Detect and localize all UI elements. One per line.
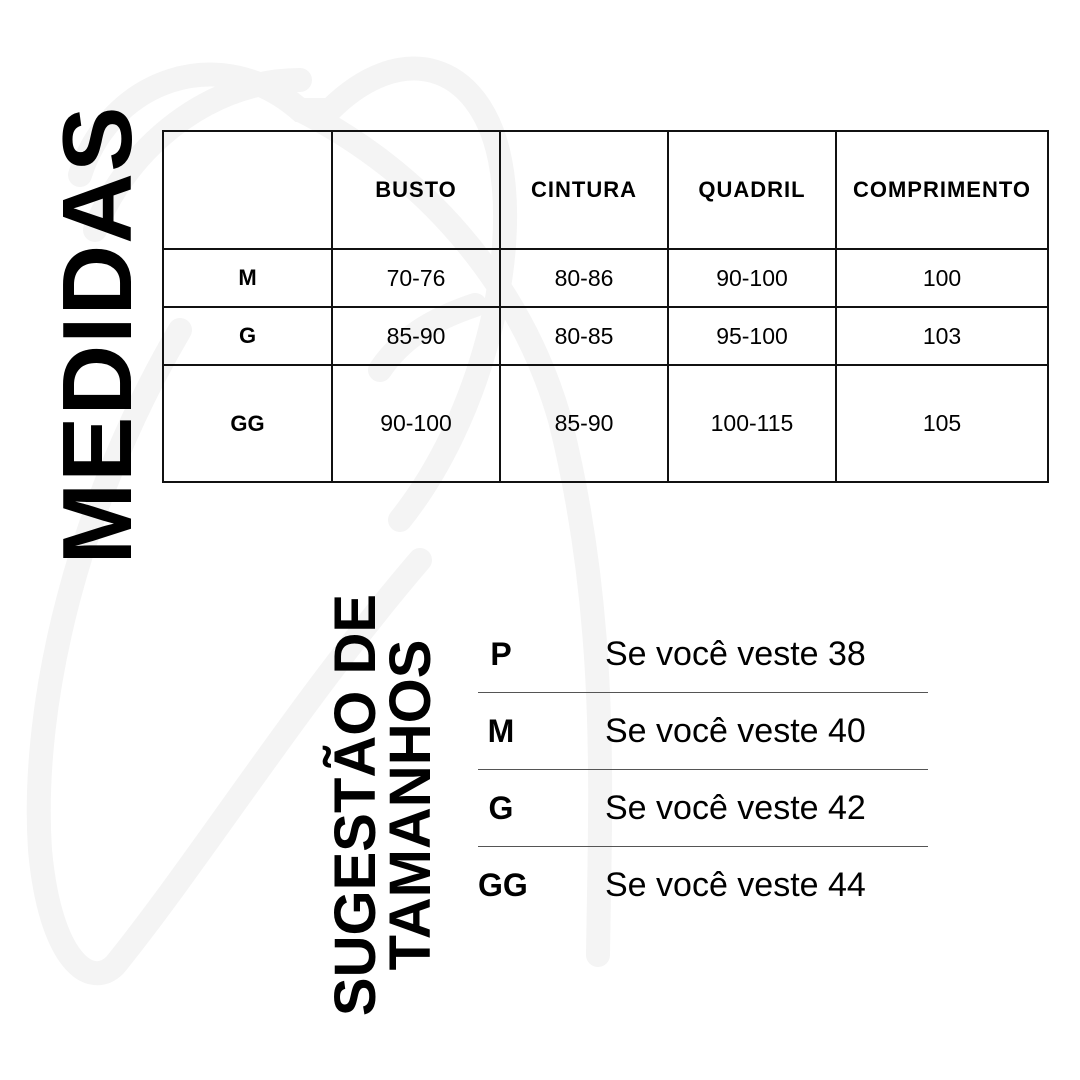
busto-cell: 85-90	[332, 307, 500, 365]
comprimento-cell: 103	[836, 307, 1048, 365]
size-suggestion-title	[323, 593, 443, 1017]
size-cell: G	[163, 307, 332, 365]
suggestion-size: M	[487, 712, 515, 749]
size-cell: GG	[163, 365, 332, 482]
size-cell: M	[163, 249, 332, 307]
cintura-cell: 80-86	[500, 249, 668, 307]
comprimento-cell: 100	[836, 249, 1048, 307]
list-item	[478, 847, 928, 923]
list-item	[478, 770, 928, 847]
header-comprimento: COMPRIMENTO	[836, 131, 1048, 249]
table-header-row	[163, 131, 1048, 249]
suggestion-text: Se você veste 42	[605, 788, 866, 827]
suggestion-text: Se você veste 38	[605, 634, 866, 673]
medidas-title: MEDIDAS	[42, 105, 152, 565]
header-quadril: QUADRIL	[668, 131, 836, 249]
cintura-cell: 85-90	[500, 365, 668, 482]
table-row	[163, 365, 1048, 482]
quadril-cell: 90-100	[668, 249, 836, 307]
busto-cell: 70-76	[332, 249, 500, 307]
header-cintura: CINTURA	[500, 131, 668, 249]
table-row	[163, 249, 1048, 307]
cintura-cell: 80-85	[500, 307, 668, 365]
table-row	[163, 307, 1048, 365]
busto-cell: 90-100	[332, 365, 500, 482]
title-line-2: TAMANHOS	[378, 639, 443, 971]
suggestion-size: G	[488, 789, 514, 826]
list-item	[478, 693, 928, 770]
quadril-cell: 95-100	[668, 307, 836, 365]
suggestion-text: Se você veste 44	[605, 865, 866, 904]
suggestion-size: GG	[478, 866, 528, 903]
title-line-1: SUGESTÃO DE	[323, 593, 388, 1017]
header-busto: BUSTO	[332, 131, 500, 249]
header-empty-cell	[163, 131, 332, 249]
suggestion-text: Se você veste 40	[605, 711, 866, 750]
measurements-table	[162, 130, 1049, 483]
comprimento-cell: 105	[836, 365, 1048, 482]
suggestion-size: P	[490, 635, 512, 672]
list-item	[478, 616, 928, 693]
size-suggestion-list	[478, 616, 928, 923]
quadril-cell: 100-115	[668, 365, 836, 482]
